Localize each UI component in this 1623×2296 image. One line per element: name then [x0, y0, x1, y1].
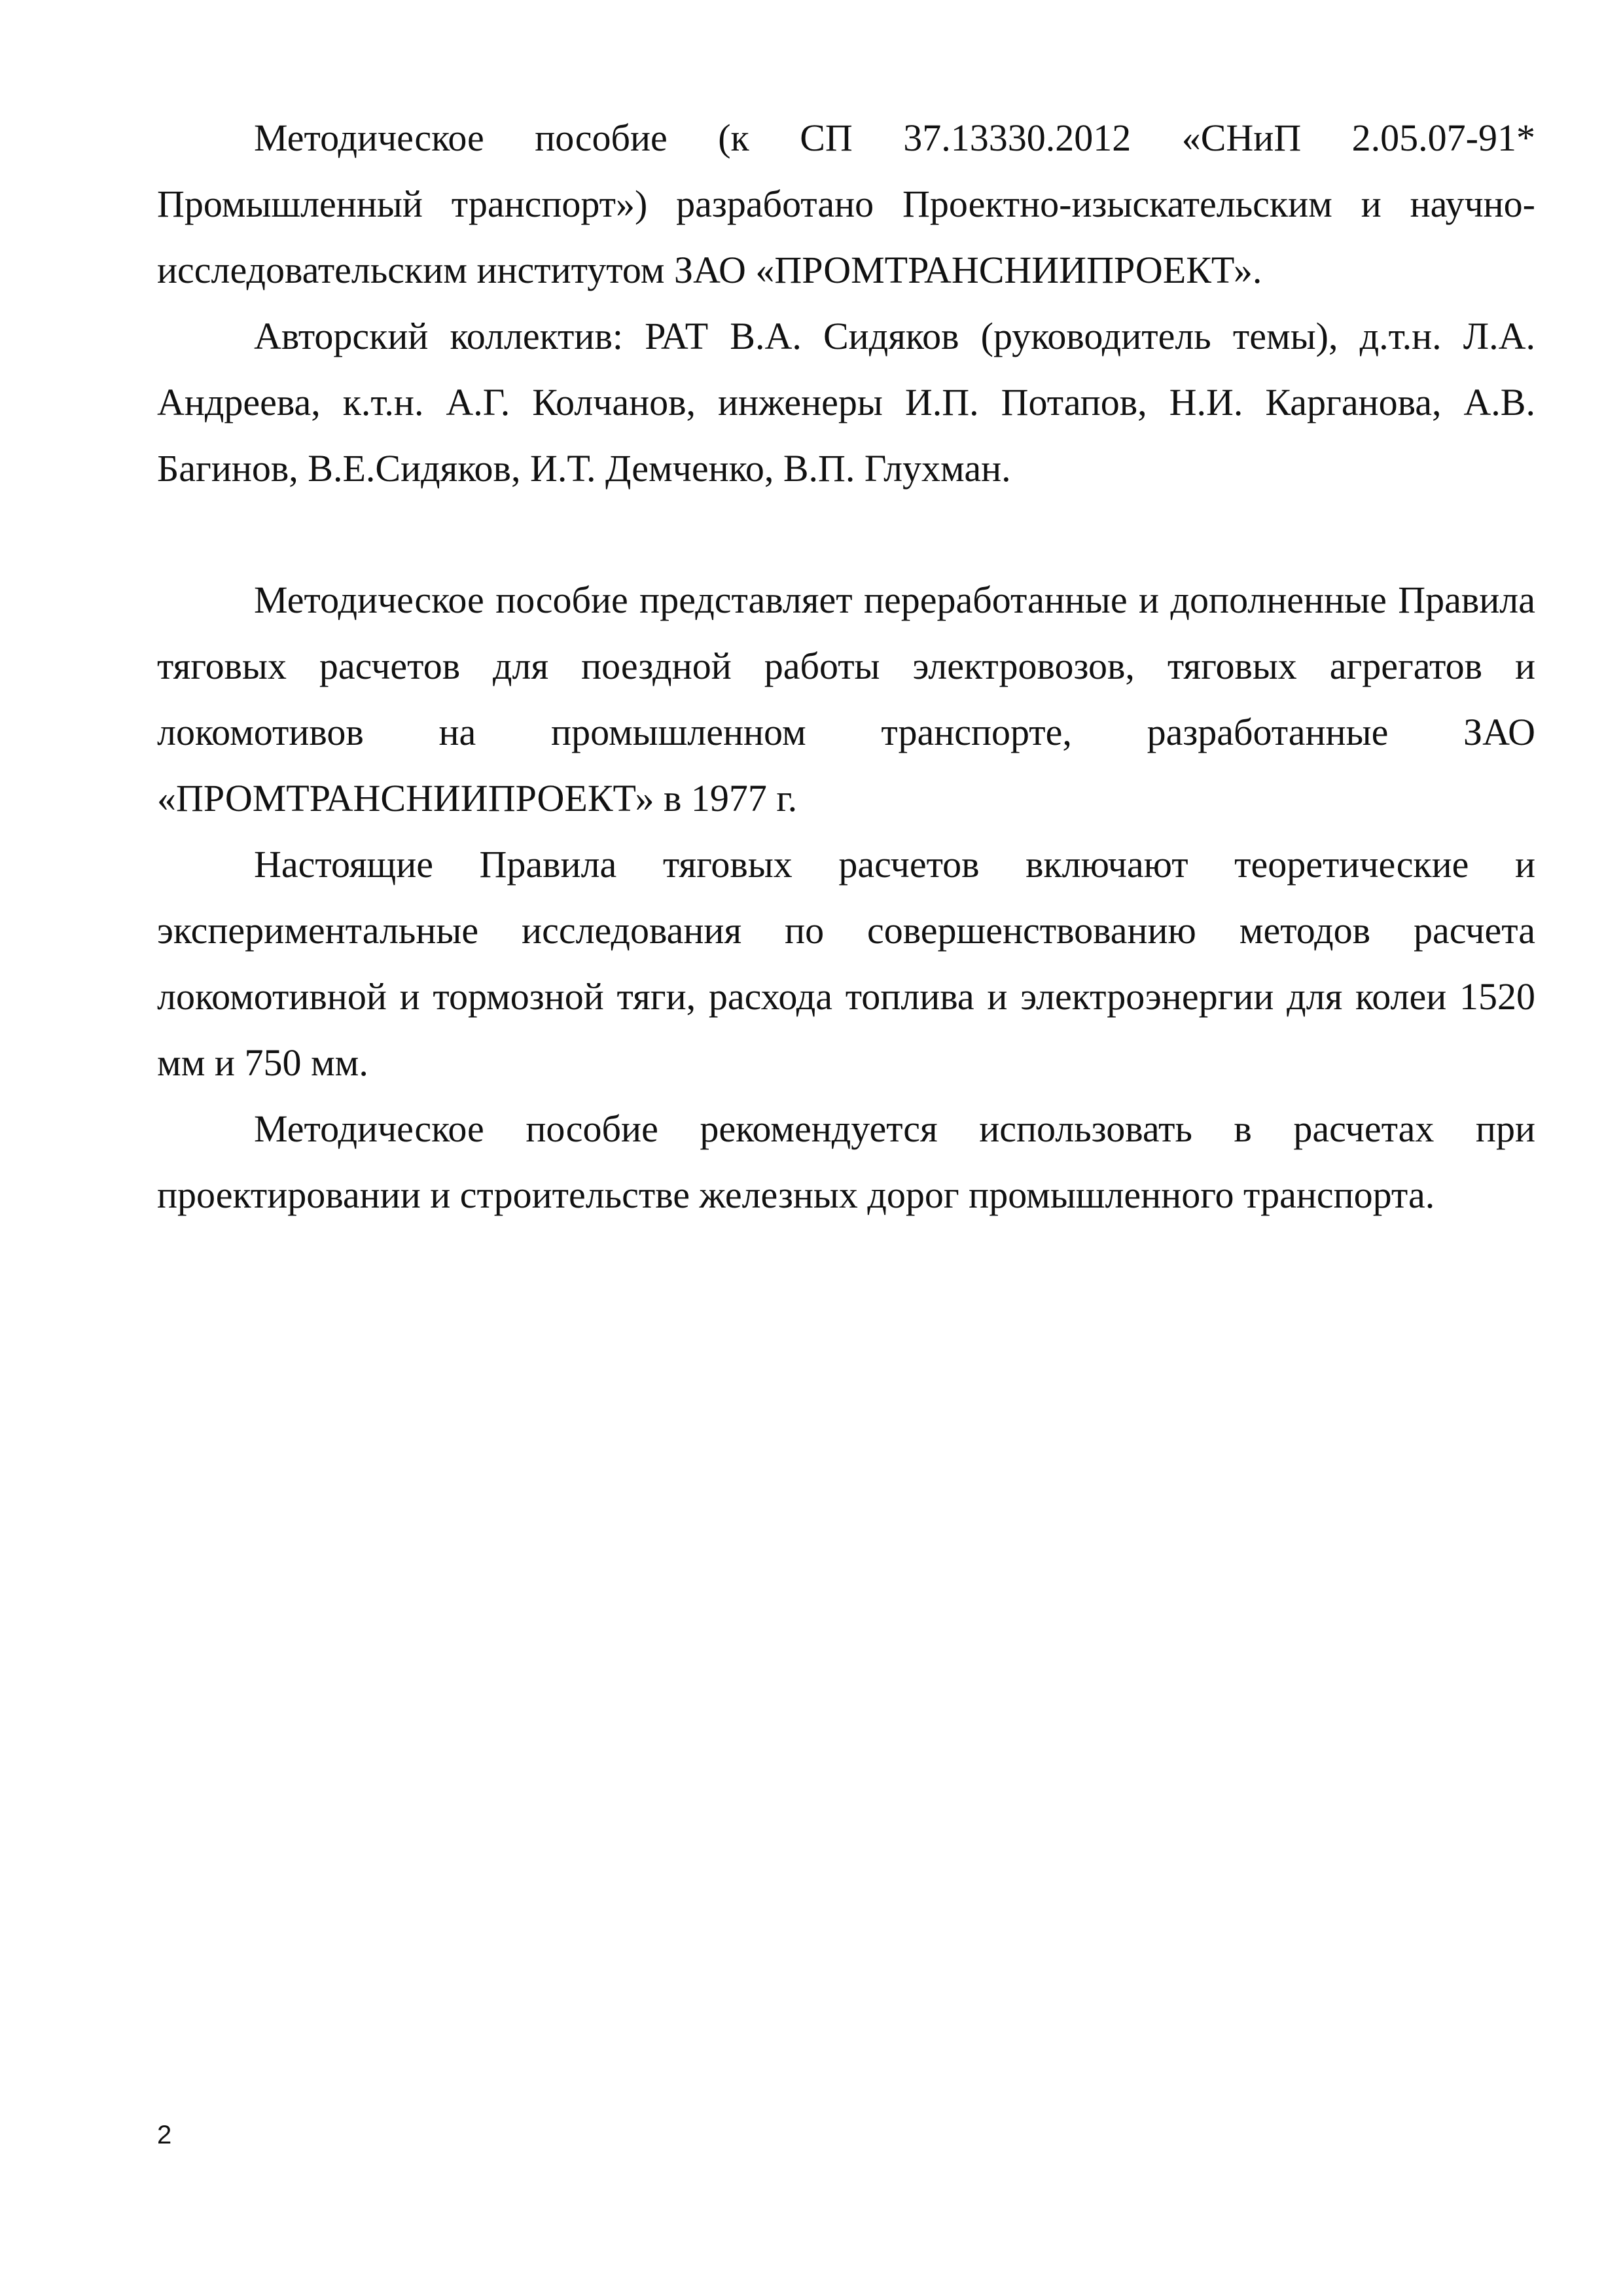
paragraph-authors: Авторский коллектив: РАТ В.А. Сидяков (руководитель темы), д.т.н. Л.А. Андреева, к.т.н. А.Г. Колчанов, инженеры И.П. Потапов, Н.И. Карганова, А.В. Багинов, В.Е.Сидяков, И.Т. Демченко, В.П. Глухман. [157, 315, 1535, 490]
paragraph-development-info: Методическое пособие (к СП 37.13330.2012 «СНиП 2.05.07-91* Промышленный транспорт») разработано Проектно-изыскательским и научно-исследовательским институтом ЗАО «ПРОМТРАНСНИИПРОЕКТ». [157, 117, 1535, 291]
page-number: 2 [157, 2121, 172, 2149]
document-body [157, 105, 1535, 1228]
paragraph-manual-description: Методическое пособие представляет переработанные и дополненные Правила тяговых расчетов для поездной работы электровозов, тяговых агрегатов и локомотивов на промышленном транспорте, разработанные ЗАО «ПРОМТРАНСНИИПРОЕКТ» в 1977 г. [157, 579, 1535, 819]
paragraph-recommendation: Методическое пособие рекомендуется использовать в расчетах при проектировании и строительстве железных дорог промышленного транспорта. [157, 1107, 1535, 1216]
paragraph-rules-content: Настоящие Правила тяговых расчетов включают теоретические и экспериментальные исследования по совершенствованию методов расчета локомотивной и тормозной тяги, расхода топлива и электроэнергии для колеи 1520 мм и 750 мм. [157, 843, 1535, 1084]
